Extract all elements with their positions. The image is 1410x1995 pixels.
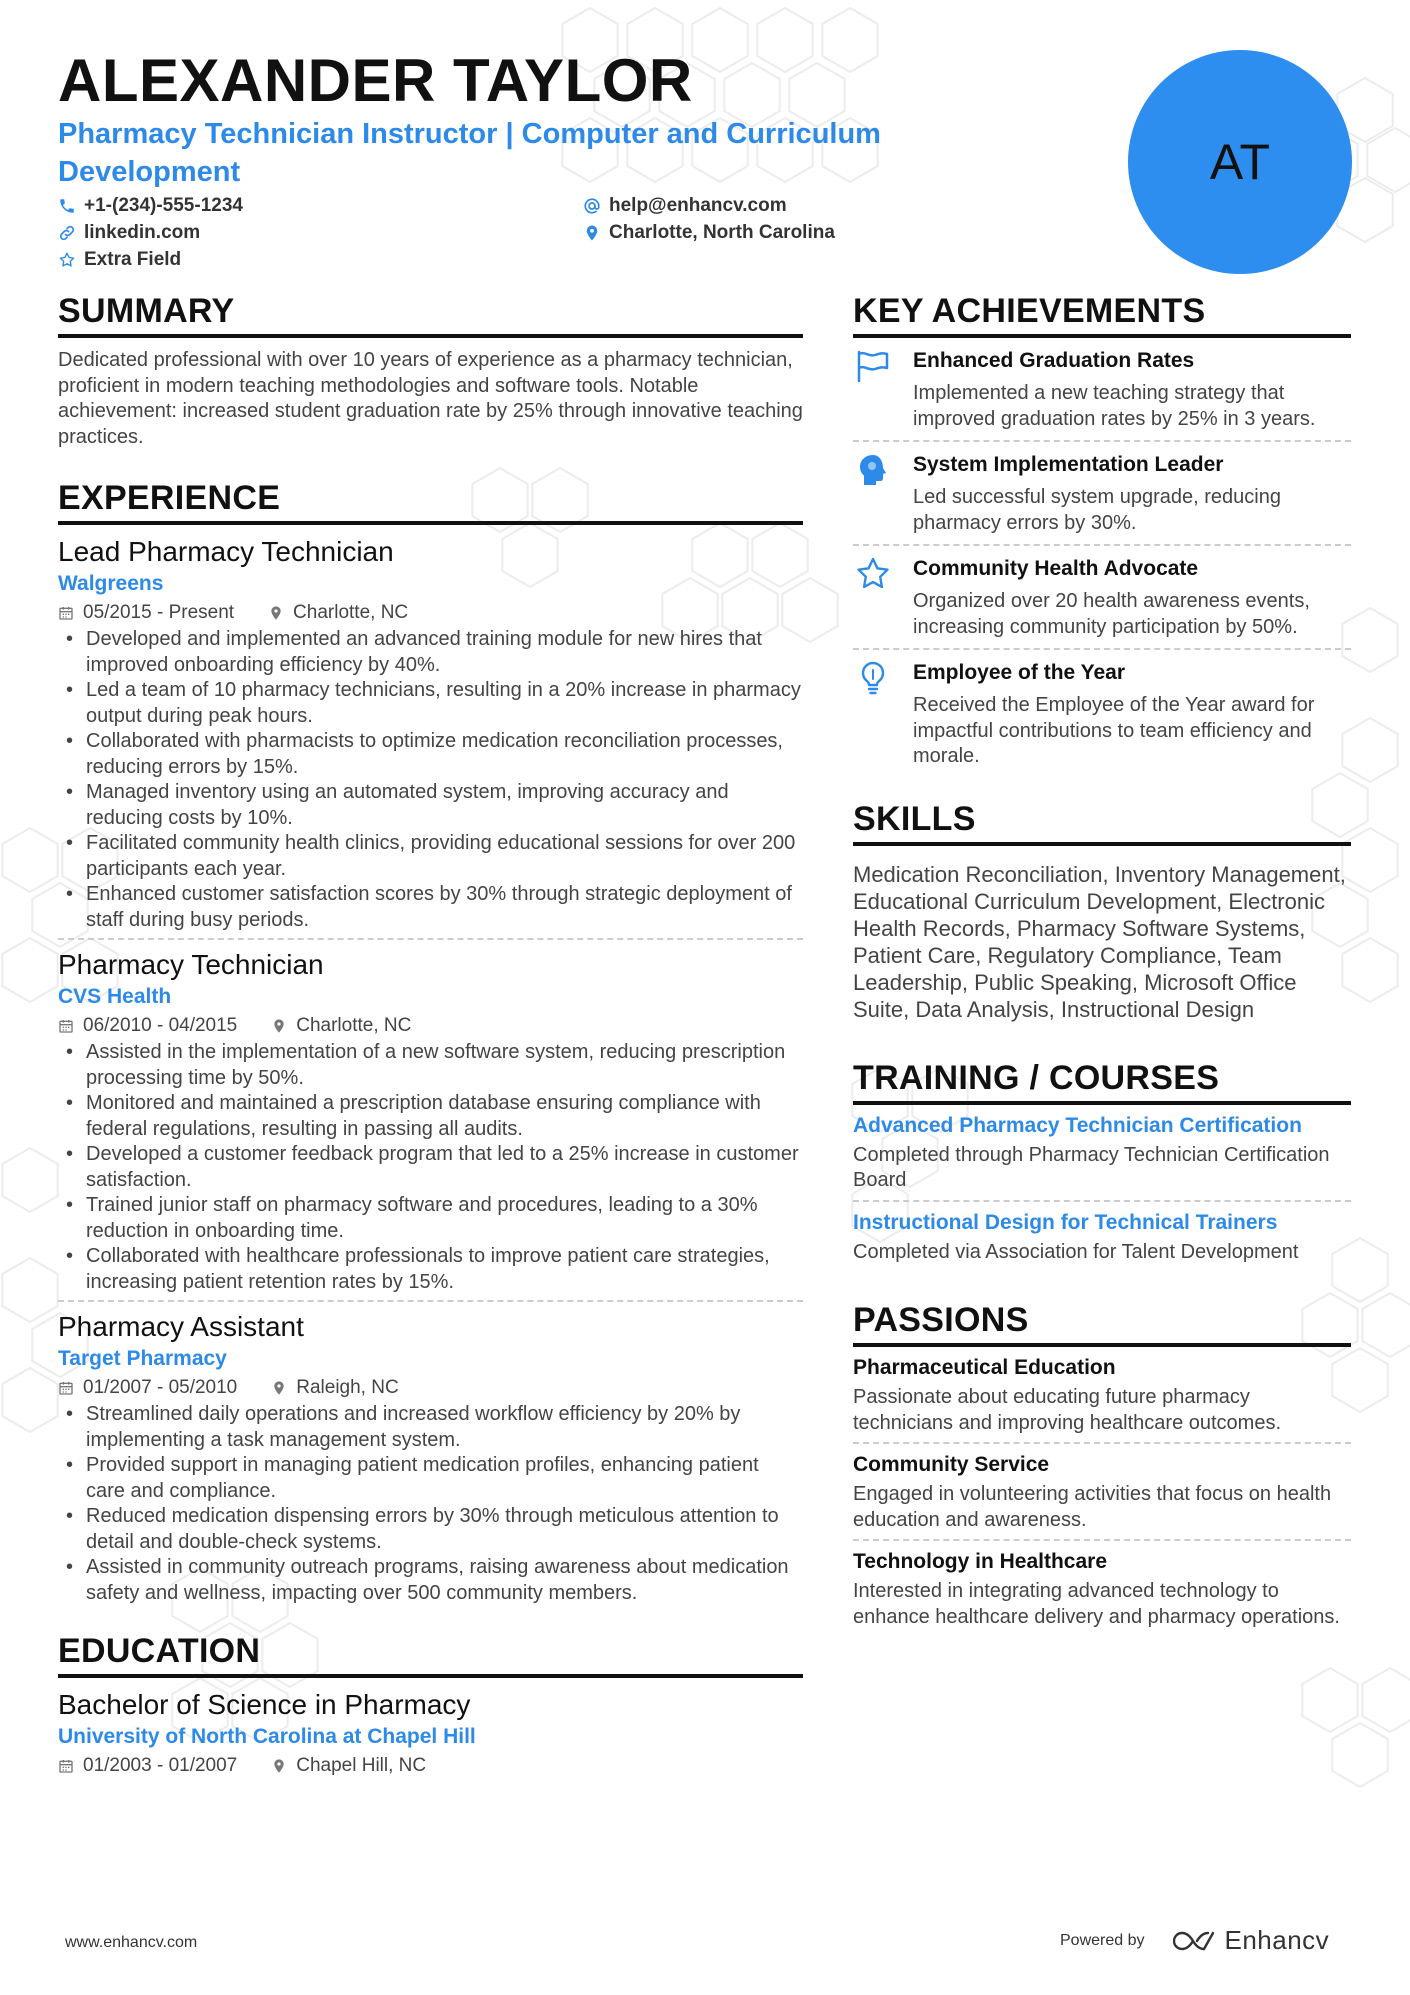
hexagon-shape bbox=[1332, 1723, 1387, 1787]
right-column bbox=[853, 290, 1351, 1630]
achievement-desc: Led successful system upgrade, reducing pharmacy errors by 30%. bbox=[913, 486, 1281, 534]
job-title: Pharmacy Assistant bbox=[58, 1311, 304, 1342]
contact-linkedin[interactable] bbox=[58, 221, 200, 245]
brand-name: Enhancv bbox=[1224, 1925, 1330, 1955]
achievement-item bbox=[853, 450, 1351, 546]
contact-phone[interactable] bbox=[58, 194, 243, 218]
list-item: • Developed and implemented an advanced training module for new hires that improved onboarding efficiency by 40%. bbox=[58, 627, 803, 678]
passion-title: Pharmaceutical Education bbox=[853, 1356, 1116, 1379]
list-item: • Trained junior staff on pharmacy software and procedures, leading to a 30% reduction in onboarding time. bbox=[58, 1193, 803, 1244]
calendar-icon bbox=[58, 1380, 74, 1396]
summary-text: Dedicated professional with over 10 years of experience as a pharmacy technician, proficient in modern teaching methodologies and software tools. Notable achievement: increased student graduation rate by 25% through innovative teaching practices. bbox=[58, 349, 803, 448]
calendar-icon bbox=[58, 605, 74, 621]
achievement-desc: Organized over 20 health awareness events, increasing community participation by 50%. bbox=[913, 590, 1310, 638]
education-entry bbox=[58, 1688, 803, 1780]
achievement-title: Community Health Advocate bbox=[913, 557, 1199, 580]
training-heading: TRAINING / COURSES bbox=[853, 1057, 1351, 1105]
education-dates: 01/2003 - 01/2007 bbox=[83, 1755, 238, 1776]
passion-item bbox=[853, 1547, 1351, 1630]
list-item: • Collaborated with healthcare professionals to improve patient care strategies, increasing patient retention rates by 15%. bbox=[58, 1244, 803, 1295]
achievements-heading: KEY ACHIEVEMENTS bbox=[853, 290, 1351, 338]
hexagon-shape bbox=[757, 8, 812, 72]
company-name: CVS Health bbox=[58, 985, 172, 1008]
hexagon-shape bbox=[2, 938, 57, 1002]
passion-desc: Interested in integrating advanced technology to enhance healthcare delivery and pharmacy operations. bbox=[853, 1580, 1340, 1628]
job-meta bbox=[58, 1374, 803, 1402]
job-meta bbox=[58, 599, 803, 627]
education-heading: EDUCATION bbox=[58, 1630, 803, 1678]
degree-title: Bachelor of Science in Pharmacy bbox=[58, 1689, 471, 1720]
list-item: • Managed inventory using an automated system, improving accuracy and reducing costs by 10%. bbox=[58, 780, 803, 831]
summary-heading: SUMMARY bbox=[58, 290, 803, 338]
job-location: Charlotte, NC bbox=[296, 1015, 412, 1036]
flag-icon bbox=[855, 348, 891, 384]
link-icon bbox=[58, 224, 76, 242]
extra-text: Extra Field bbox=[84, 249, 182, 270]
hexagon-shape bbox=[1362, 1293, 1410, 1357]
star-icon bbox=[855, 556, 891, 592]
achievement-desc: Implemented a new teaching strategy that improved graduation rates by 25% in 3 years. bbox=[913, 382, 1316, 430]
list-item: • Streamlined daily operations and increased workflow efficiency by 20% by implementing a task management system. bbox=[58, 1402, 803, 1453]
experience-heading: EXPERIENCE bbox=[58, 477, 803, 525]
achievement-title: System Implementation Leader bbox=[913, 453, 1224, 476]
list-item: • Led a team of 10 pharmacy technicians, resulting in a 20% increase in pharmacy output during peak hours. bbox=[58, 678, 803, 729]
passion-item bbox=[853, 1353, 1351, 1444]
list-item: • Provided support in managing patient medication profiles, enhancing patient care and compliance. bbox=[58, 1453, 803, 1504]
achievement-item bbox=[853, 658, 1351, 770]
achievement-title: Employee of the Year bbox=[913, 661, 1126, 684]
hexagon-shape bbox=[2, 828, 57, 892]
location-pin-icon bbox=[268, 605, 284, 621]
passion-item bbox=[853, 1450, 1351, 1541]
lightbulb-icon bbox=[855, 660, 891, 696]
hexagon-shape bbox=[2, 1258, 57, 1322]
passion-title: Community Service bbox=[853, 1453, 1050, 1476]
location-pin-icon bbox=[271, 1380, 287, 1396]
job-title: Lead Pharmacy Technician bbox=[58, 536, 394, 567]
skills-text: Medication Reconciliation, Inventory Management, Educational Curriculum Development, Electronic Health Records, Pharmacy Software Systems, Patient Care, Regulatory Compliance, Team Leadership, Public Speaking, Microsoft Office Suite, Data Analysis, Instructional Design bbox=[853, 861, 1346, 1022]
job-bullets bbox=[58, 1402, 803, 1606]
hexagon-shape bbox=[2, 1148, 57, 1212]
location-pin-icon bbox=[271, 1758, 287, 1774]
left-column bbox=[58, 290, 803, 1780]
avatar bbox=[1128, 50, 1352, 274]
contact-extra bbox=[58, 248, 181, 272]
training-desc: Completed through Pharmacy Technician Certification Board bbox=[853, 1143, 1330, 1191]
location-pin-icon bbox=[583, 224, 601, 242]
job-dates: 01/2007 - 05/2010 bbox=[83, 1377, 238, 1398]
passion-desc: Engaged in volunteering activities that focus on health education and awareness. bbox=[853, 1483, 1332, 1531]
contact-location bbox=[583, 221, 835, 245]
location-text: Charlotte, North Carolina bbox=[609, 222, 835, 243]
training-title: Advanced Pharmacy Technician Certification bbox=[853, 1113, 1302, 1137]
footer-website[interactable]: www.enhancv.com bbox=[65, 1934, 198, 1951]
phone-icon bbox=[58, 197, 76, 215]
contact-email[interactable] bbox=[583, 194, 787, 218]
list-item: • Collaborated with pharmacists to optimize medication reconciliation processes, reducing errors by 15%. bbox=[58, 729, 803, 780]
job-bullets bbox=[58, 1040, 803, 1295]
hexagon-shape bbox=[1362, 1668, 1410, 1732]
achievement-desc: Received the Employee of the Year award for impactful contributions to team efficiency and morale. bbox=[913, 694, 1315, 767]
enhancv-logo-icon bbox=[1173, 1929, 1217, 1953]
location-pin-icon bbox=[271, 1018, 287, 1034]
footer-branding bbox=[1060, 1925, 1329, 1956]
avatar-initials: AT bbox=[1209, 134, 1271, 190]
list-item: • Assisted in the implementation of a new software system, reducing prescription processing time by 50%. bbox=[58, 1040, 803, 1091]
calendar-icon bbox=[58, 1758, 74, 1774]
job-dates: 06/2010 - 04/2015 bbox=[83, 1015, 238, 1036]
phone-text: +1-(234)-555-1234 bbox=[84, 195, 243, 216]
passion-desc: Passionate about educating future pharmacy technicians and improving healthcare outcomes. bbox=[853, 1386, 1282, 1434]
job-meta bbox=[58, 1012, 803, 1040]
training-title: Instructional Design for Technical Trainers bbox=[853, 1210, 1278, 1234]
job-entry bbox=[58, 535, 803, 940]
school-name: University of North Carolina at Chapel Hill bbox=[58, 1725, 476, 1748]
hexagon-shape bbox=[822, 8, 877, 72]
at-icon bbox=[583, 197, 601, 215]
training-desc: Completed via Association for Talent Development bbox=[853, 1240, 1299, 1263]
list-item: • Reduced medication dispensing errors by 30% through meticulous attention to detail and double-check systems. bbox=[58, 1504, 803, 1555]
hexagon-shape bbox=[692, 8, 747, 72]
list-item: • Monitored and maintained a prescription database ensuring compliance with federal regulations, resulting in passing all audits. bbox=[58, 1091, 803, 1142]
list-item: • Developed a customer feedback program that led to a 25% increase in customer satisfaction. bbox=[58, 1142, 803, 1193]
training-item bbox=[853, 1111, 1351, 1202]
job-location: Charlotte, NC bbox=[293, 602, 409, 623]
job-entry bbox=[58, 1310, 803, 1606]
powered-by-text: Powered by bbox=[1060, 1931, 1145, 1949]
company-name: Walgreens bbox=[58, 572, 164, 595]
list-item: • Facilitated community health clinics, providing educational sessions for over 200 participants each year. bbox=[58, 831, 803, 882]
skills-heading: SKILLS bbox=[853, 798, 1351, 846]
candidate-name: ALEXANDER TAYLOR bbox=[58, 47, 693, 114]
achievement-title: Enhanced Graduation Rates bbox=[913, 349, 1195, 372]
education-location: Chapel Hill, NC bbox=[296, 1755, 427, 1776]
passions-heading: PASSIONS bbox=[853, 1299, 1351, 1347]
list-item: • Assisted in community outreach programs, raising awareness about medication safety and wellness, impacting over 500 community members. bbox=[58, 1555, 803, 1606]
list-item: • Enhanced customer satisfaction scores by 30% through strategic deployment of staff during busy periods. bbox=[58, 882, 803, 933]
job-title: Pharmacy Technician bbox=[58, 949, 324, 980]
company-name: Target Pharmacy bbox=[58, 1347, 227, 1370]
job-entry bbox=[58, 948, 803, 1302]
linkedin-text: linkedin.com bbox=[84, 222, 201, 243]
training-item bbox=[853, 1208, 1351, 1266]
calendar-icon bbox=[58, 1018, 74, 1034]
head-icon bbox=[855, 452, 891, 488]
achievement-item bbox=[853, 554, 1351, 650]
passion-title: Technology in Healthcare bbox=[853, 1550, 1107, 1573]
hexagon-shape bbox=[2, 1368, 57, 1432]
candidate-title: Pharmacy Technician Instructor | Computer and Curriculum Development bbox=[58, 118, 881, 188]
star-outline-icon bbox=[58, 251, 76, 269]
achievement-item bbox=[853, 346, 1351, 442]
education-meta bbox=[58, 1752, 803, 1780]
job-bullets bbox=[58, 627, 803, 933]
job-location: Raleigh, NC bbox=[296, 1377, 399, 1398]
job-dates: 05/2015 - Present bbox=[83, 602, 235, 623]
hexagon-shape bbox=[1302, 1668, 1357, 1732]
email-text: help@enhancv.com bbox=[609, 195, 787, 216]
